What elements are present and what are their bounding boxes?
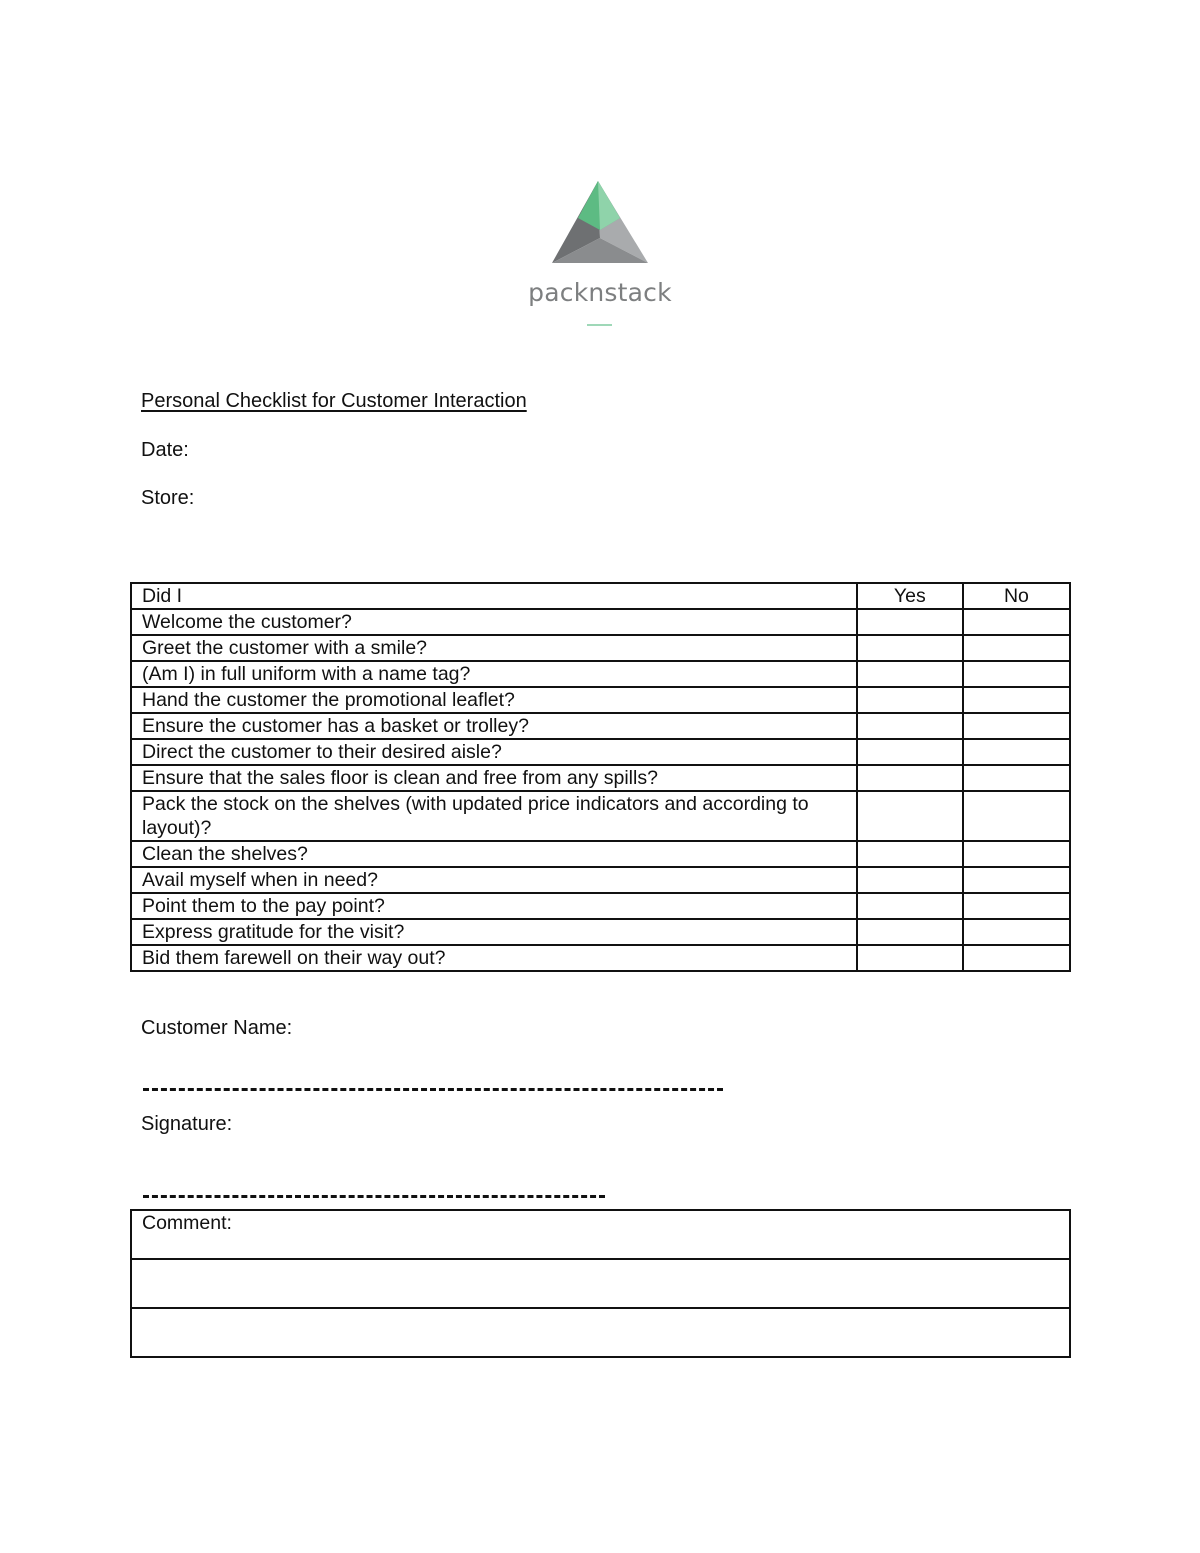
no-cell[interactable] [963, 841, 1070, 867]
logo-underline [587, 324, 612, 326]
yes-cell[interactable] [857, 945, 963, 971]
customer-name-label: Customer Name: [141, 1017, 293, 1039]
no-cell[interactable] [963, 687, 1070, 713]
no-cell[interactable] [963, 791, 1070, 841]
table-row [131, 635, 1070, 661]
document-title: Personal Checklist for Customer Interaction [141, 390, 527, 412]
no-cell[interactable] [963, 609, 1070, 635]
row-question: Ensure the customer has a basket or trolley? [131, 713, 857, 739]
table-row [131, 765, 1070, 791]
comment-row [131, 1259, 1070, 1308]
no-cell[interactable] [963, 739, 1070, 765]
checklist-table [130, 582, 1071, 972]
row-question: Avail myself when in need? [131, 867, 857, 893]
yes-cell[interactable] [857, 893, 963, 919]
customer-name-line[interactable] [143, 1088, 723, 1091]
yes-cell[interactable] [857, 739, 963, 765]
table-row [131, 739, 1070, 765]
table-row [131, 713, 1070, 739]
yes-cell[interactable] [857, 841, 963, 867]
no-cell[interactable] [963, 893, 1070, 919]
yes-cell[interactable] [857, 867, 963, 893]
table-row [131, 893, 1070, 919]
header-yes: Yes [857, 583, 963, 609]
comment-label[interactable]: Comment: [131, 1210, 1070, 1259]
comment-line[interactable] [131, 1308, 1070, 1357]
no-cell[interactable] [963, 661, 1070, 687]
table-row [131, 687, 1070, 713]
yes-cell[interactable] [857, 765, 963, 791]
yes-cell[interactable] [857, 661, 963, 687]
signature-line[interactable] [143, 1195, 605, 1198]
yes-cell[interactable] [857, 635, 963, 661]
row-question: Pack the stock on the shelves (with updated price indicators and according to layout)? [131, 791, 857, 841]
no-cell[interactable] [963, 945, 1070, 971]
row-question: Ensure that the sales floor is clean and free from any spills? [131, 765, 857, 791]
yes-cell[interactable] [857, 687, 963, 713]
no-cell[interactable] [963, 713, 1070, 739]
yes-cell[interactable] [857, 713, 963, 739]
no-cell[interactable] [963, 765, 1070, 791]
packnstack-logo [520, 178, 680, 333]
comment-line[interactable] [131, 1259, 1070, 1308]
table-row [131, 841, 1070, 867]
signature-label: Signature: [141, 1113, 233, 1135]
table-row [131, 919, 1070, 945]
row-question: Bid them farewell on their way out? [131, 945, 857, 971]
table-row [131, 945, 1070, 971]
row-question: Hand the customer the promotional leaflet? [131, 687, 857, 713]
comment-row [131, 1308, 1070, 1357]
table-row [131, 661, 1070, 687]
logo-wordmark: packnstack [528, 278, 672, 307]
yes-cell[interactable] [857, 919, 963, 945]
triangle-logo-icon [520, 178, 680, 273]
table-row [131, 867, 1070, 893]
date-label: Date: [141, 439, 189, 461]
comment-row [131, 1210, 1070, 1259]
no-cell[interactable] [963, 867, 1070, 893]
header-did-i: Did I [131, 583, 857, 609]
table-row [131, 609, 1070, 635]
comment-box [130, 1209, 1071, 1358]
no-cell[interactable] [963, 635, 1070, 661]
row-question: Direct the customer to their desired aisle? [131, 739, 857, 765]
table-header-row [131, 583, 1070, 609]
table-row [131, 791, 1070, 841]
yes-cell[interactable] [857, 609, 963, 635]
header-no: No [963, 583, 1070, 609]
store-label: Store: [141, 487, 195, 509]
row-question: (Am I) in full uniform with a name tag? [131, 661, 857, 687]
row-question: Clean the shelves? [131, 841, 857, 867]
row-question: Point them to the pay point? [131, 893, 857, 919]
row-question: Welcome the customer? [131, 609, 857, 635]
yes-cell[interactable] [857, 791, 963, 841]
row-question: Express gratitude for the visit? [131, 919, 857, 945]
row-question: Greet the customer with a smile? [131, 635, 857, 661]
no-cell[interactable] [963, 919, 1070, 945]
